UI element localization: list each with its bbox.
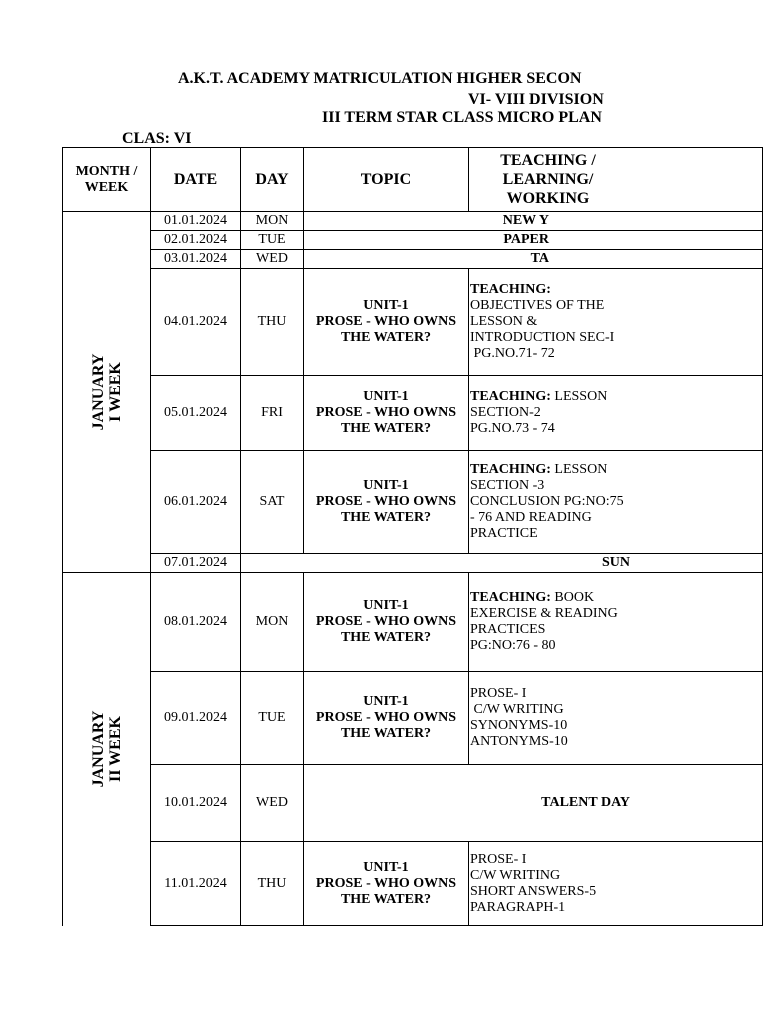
date-cell: 09.01.2024 (151, 672, 241, 765)
week-label-2: JANUARY II WEEK (89, 710, 124, 788)
week-cell-2 (63, 573, 151, 926)
col-topic: TOPIC (304, 148, 469, 212)
class-label: CLAS: VI (122, 130, 192, 147)
teaching-cell: TEACHING: BOOK EXERCISE & READING PRACTICES PG:NO:76 - 80 (469, 573, 763, 672)
table-row (63, 231, 763, 250)
col-month-week: MONTH / WEEK (63, 148, 151, 212)
day-cell: MON (241, 212, 304, 231)
col-teaching: TEACHING / LEARNING/ WORKING (469, 148, 763, 212)
topic-cell: UNIT-1 PROSE - WHO OWNS THE WATER? (304, 573, 469, 672)
topic-cell: UNIT-1 PROSE - WHO OWNS THE WATER? (304, 842, 469, 926)
table-row (63, 554, 763, 573)
day-cell: SAT (241, 451, 304, 554)
day-cell: WED (241, 765, 304, 842)
teaching-cell: PROSE- I C/W WRITING SHORT ANSWERS-5 PARAGRAPH-1 (469, 842, 763, 926)
topic-cell: UNIT-1 PROSE - WHO OWNS THE WATER? (304, 672, 469, 765)
table-row (63, 672, 763, 765)
topic-cell: UNIT-1 PROSE - WHO OWNS THE WATER? (304, 451, 469, 554)
plan-title: III TERM STAR CLASS MICRO PLAN (322, 109, 602, 126)
day-cell: TUE (241, 672, 304, 765)
week-label-1: JANUARY I WEEK (89, 353, 124, 431)
date-cell: 07.01.2024 (151, 554, 241, 573)
teaching-cell: TEACHING: LESSON SECTION-2 PG.NO.73 - 74 (469, 376, 763, 451)
event-cell: PAPER (304, 231, 763, 250)
topic-cell: UNIT-1 PROSE - WHO OWNS THE WATER? (304, 376, 469, 451)
teaching-cell: TEACHING: OBJECTIVES OF THE LESSON & INTRODUCTION SEC-I PG.NO.71- 72 (469, 269, 763, 376)
table-row (63, 451, 763, 554)
page-cut (0, 929, 627, 1024)
table-row (63, 765, 763, 842)
day-cell: WED (241, 250, 304, 269)
day-cell: TUE (241, 231, 304, 250)
teaching-cell: PROSE- I C/W WRITING SYNONYMS-10 ANTONYMS-10 (469, 672, 763, 765)
date-cell: 02.01.2024 (151, 231, 241, 250)
col-day: DAY (241, 148, 304, 212)
table-row (63, 842, 763, 926)
table-header-row (63, 148, 763, 212)
date-cell: 10.01.2024 (151, 765, 241, 842)
holiday-cell: NEW Y (304, 212, 763, 231)
table-row (63, 376, 763, 451)
date-cell: 11.01.2024 (151, 842, 241, 926)
day-cell: MON (241, 573, 304, 672)
micro-plan-table (62, 147, 763, 926)
day-cell: THU (241, 269, 304, 376)
talent-day-cell: TALENT DAY (304, 765, 763, 842)
date-cell: 04.01.2024 (151, 269, 241, 376)
date-cell: 05.01.2024 (151, 376, 241, 451)
date-cell: 06.01.2024 (151, 451, 241, 554)
topic-cell: UNIT-1 PROSE - WHO OWNS THE WATER? (304, 269, 469, 376)
date-cell: 01.01.2024 (151, 212, 241, 231)
week-cell-1 (63, 212, 151, 573)
day-cell: THU (241, 842, 304, 926)
date-cell: 03.01.2024 (151, 250, 241, 269)
table-row (63, 212, 763, 231)
teaching-cell: TEACHING: LESSON SECTION -3 CONCLUSION PG:NO:75 - 76 AND READING PRACTICE (469, 451, 763, 554)
table-row (63, 269, 763, 376)
day-cell: FRI (241, 376, 304, 451)
event-cell: TA (304, 250, 763, 269)
school-title: A.K.T. ACADEMY MATRICULATION HIGHER SECON (178, 70, 582, 87)
table-row (63, 250, 763, 269)
division-title: VI- VIII DIVISION (468, 91, 604, 108)
table-row (63, 573, 763, 672)
sunday-cell: SUN (241, 554, 763, 573)
date-cell: 08.01.2024 (151, 573, 241, 672)
col-date: DATE (151, 148, 241, 212)
